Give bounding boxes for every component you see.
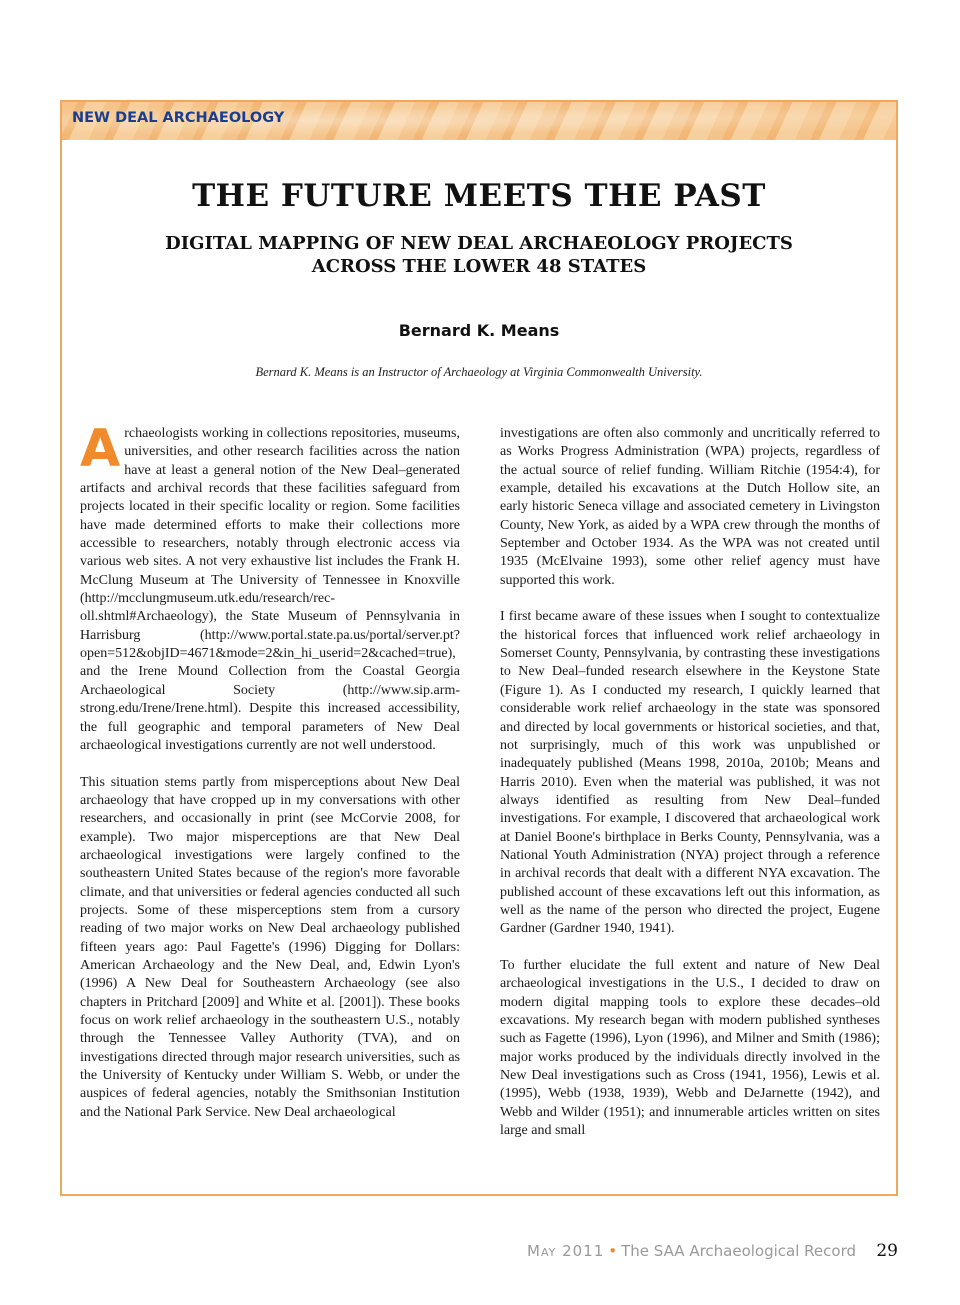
paragraph-text: rchaeologists working in collections repositories, museums, universities, and other research facilities across the nation have at least a general notion of the New Deal–generated artifacts and archival records that these facilities safeguard from projects located in their specific locality or region. Some facilities have made determined efforts to make their collections more accessible to researchers, notably through electronic access via various web sites. A not very exhaustive list includes the Frank H. McClung Museum at The University of Tennessee in Knoxville (http://mcclungmuseum.utk.edu/research/rec-oll.shtml#Archaeology), the State Museum of Pennsylvania in Harrisburg (http://www.portal.state.pa.us/portal/server.pt?open=512&objID=4671&mode=2&in_hi_userid=2&cached=true), and the Irene Mound Collection from the Coastal Georgia Archaeological Society (http://www.sip.arm-strong.edu/Irene/Irene.html). Despite this increased accessibility, the full geographic and temporal parameters of New Deal archaeological investigations currently are not well understood.	[80, 426, 460, 753]
drop-cap: A	[80, 419, 121, 479]
right-column	[500, 425, 880, 1159]
article-frame	[60, 100, 898, 1196]
subtitle-line-1: DIGITAL MAPPING OF NEW DEAL ARCHAEOLOGY PROJECTS	[165, 233, 793, 254]
publication-name: The SAA Archaeological Record	[621, 1242, 856, 1260]
paragraph: This situation stems partly from misperceptions about New Deal archaeology that have cropped up in my conversations with other researchers, and occasionally in print (see McCorvie 2008, for example). Two major misperceptions are that New Deal archaeological investigations were largely confined to the southeastern United States because of the region's more favorable climate, and that universities or federal agencies conducted all such projects. Some of these misperceptions stem from a cursory reading of two major works on New Deal archaeology published fifteen years ago: Paul Fagette's (1996) Digging for Dollars: American Archaeology and the New Deal, and, Edwin Lyon's (1996) A New Deal for Southeastern Archaeology (see also chapters in Pritchard [2009] and White et al. [2001]). These books focus on work relief archaeology in the southeastern U.S., notably through the Tennessee Valley Authority (TVA), and on investigations directed through major research universities, such as the University of Kentucky under William S. Webb, or under the auspices of federal agencies, notably the Smithsonian Institution and the National Park Service. New Deal archaeological	[80, 774, 460, 1120]
paragraph	[80, 419, 460, 755]
bullet-icon: •	[608, 1242, 618, 1260]
paragraph: To further elucidate the full extent and nature of New Deal archaeological investigations in the U.S., I decided to draw on modern digital mapping tools to explore these decades–old excavations. My research began with modern published syntheses such as Fagette (1996), Lyon (1996), and Milner and Smith (1986); major works produced by the individuals directly involved in the New Deal investigations such as Cross (1941, 1956), Lewis et al. (1995), Webb (1938, 1939), Webb and DeJarnette (1942), and Webb and Wilder (1951); and innumerable articles written on sites large and small	[500, 957, 880, 1139]
page-number: 29	[876, 1241, 898, 1261]
article-subtitle	[122, 232, 836, 278]
page-footer	[527, 1242, 856, 1260]
article-title: THE FUTURE MEETS THE PAST	[192, 178, 766, 214]
left-column	[80, 419, 460, 1140]
paragraph: investigations are often also commonly and uncritically referred to as Works Progress Administration (WPA) projects, regardless of the actual source of relief funding. William Ritchie (1954:4), for example, detailed his excavations at the Dutch Hollow site, an early historic Seneca village and associated cemetery in Livingston County, New York, as aided by a WPA crew through the months of September and October 1934. As the WPA was not created until 1935 (McElvaine 1993), some other relief agency must have supported this work.	[500, 426, 880, 588]
author-name: Bernard K. Means	[398, 321, 560, 340]
subtitle-line-2: ACROSS THE LOWER 48 STATES	[311, 256, 647, 277]
issue-date: May 2011	[527, 1242, 605, 1260]
paragraph: I first became aware of these issues when I sought to contextualize the historical forces that influenced work relief archaeology in Somerset County, Pennsylvania, by contrasting these investigations to New Deal–funded research elsewhere in the Keystone State (Figure 1). As I conducted my research, I quickly learned that considerable work relief archaeology in the state was sponsored and directed by local governments or historical societies, and that, not surprisingly, much of this work was unpublished or inadequately published (Means 1998, 2010a, 2010b; Means and Harris 2010). Even when the material was published, it was not always identified as resulting from New Deal–funded investigations. For example, I discovered that archaeological work at Daniel Boone's birthplace in Berks County, Pennsylvania, was a National Youth Administration (NYA) project through a reference in archival records that dealt with a different NYA excavation. The published account of these excavations left out this information, as well as the name of the person who directed the project, Eugene Gardner (Gardner 1940, 1941).	[500, 609, 880, 937]
section-banner	[62, 102, 896, 140]
author-affiliation: Bernard K. Means is an Instructor of Archaeology at Virginia Commonwealth University.	[255, 365, 703, 379]
section-label: NEW DEAL ARCHAEOLOGY	[72, 110, 285, 126]
